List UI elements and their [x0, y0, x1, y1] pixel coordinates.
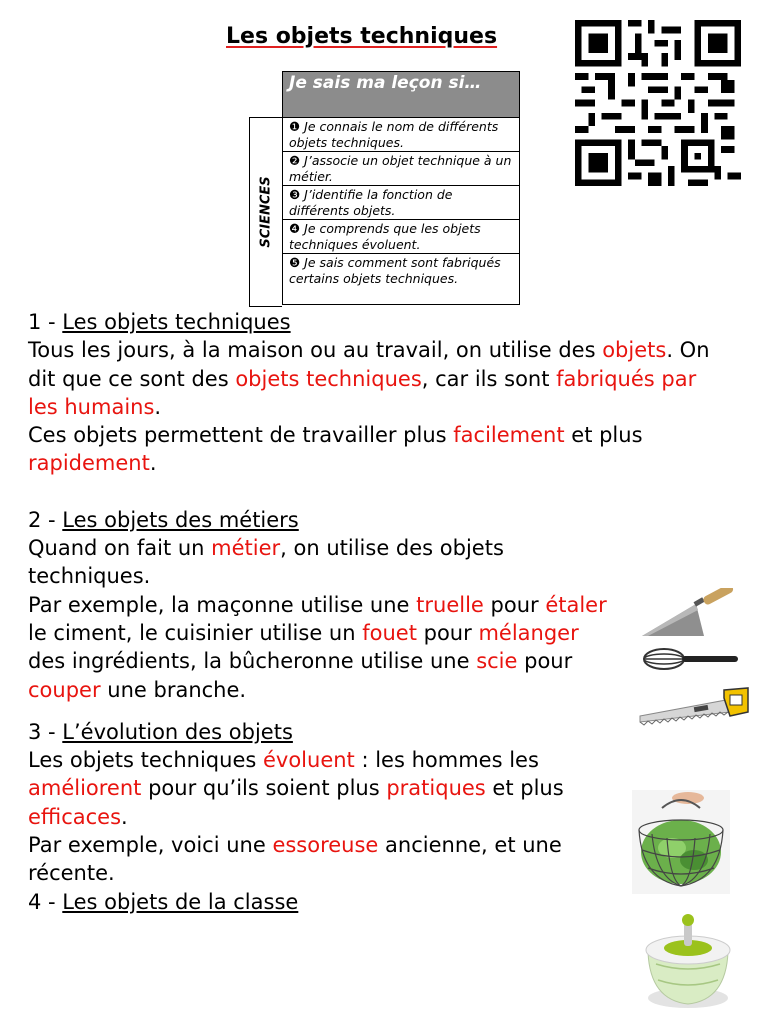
section-1-heading	[28, 308, 728, 336]
lesson-body	[28, 308, 728, 916]
text: Ces objets permettent de travailler plus	[28, 423, 454, 448]
section-title: Les objets des métiers	[62, 507, 299, 532]
section-2-heading	[28, 506, 728, 534]
text: pour	[416, 620, 479, 645]
subject-label: SCIENCES	[258, 176, 274, 248]
keyword: couper	[28, 677, 101, 702]
keyword: truelle	[416, 592, 484, 617]
text: des ingrédients, la bûcheronne utilise une	[28, 649, 477, 674]
section-1-paragraph-2	[28, 421, 728, 478]
keyword: étaler	[545, 592, 607, 617]
whisk-icon	[642, 646, 740, 672]
keyword: essoreuse	[272, 833, 379, 858]
text: pour	[483, 592, 546, 617]
checklist-row: ❹ Je comprends que les objets techniques évoluent.	[283, 220, 519, 254]
text: Quand on fait un	[28, 536, 212, 561]
keyword: améliorent	[28, 776, 142, 801]
text: .	[121, 804, 128, 829]
text: .	[149, 451, 157, 476]
text: : les hommes les	[354, 748, 539, 773]
text: , car ils sont	[421, 366, 557, 391]
text: Les objets techniques	[28, 748, 263, 773]
saw-icon	[638, 686, 750, 726]
section-3-paragraph	[28, 746, 618, 831]
section-1-paragraph	[28, 336, 728, 421]
checklist-row: ❸ J’identifie la fonction de différents objets.	[283, 186, 519, 220]
text: Par exemple, voici une	[28, 833, 273, 858]
text: et plus	[485, 776, 564, 801]
lesson-checklist-table	[282, 71, 520, 305]
keyword: efficaces	[28, 804, 122, 829]
keyword: objets	[602, 338, 667, 363]
text: .	[154, 394, 162, 419]
keyword: métier	[211, 536, 281, 561]
keyword: rapidement	[28, 451, 150, 476]
qr-code	[572, 20, 744, 186]
trowel-icon	[638, 588, 736, 640]
section-number: 2 -	[28, 507, 63, 532]
section-3-heading	[28, 718, 728, 746]
text: , on utilise des objets techniques.	[28, 536, 504, 589]
text: ancienne, et une récente.	[28, 833, 562, 886]
section-number: 1 -	[28, 310, 63, 334]
keyword: évoluent	[262, 748, 355, 773]
text: pour qu’ils soient plus	[141, 776, 387, 801]
table-header: Je sais ma leçon si…	[283, 72, 519, 118]
page-title: Les objets techniques	[226, 24, 498, 49]
text: Tous les jours, à la maison ou au travail, on utilise des	[28, 338, 603, 363]
checklist-row: ❶ Je connais le nom de différents objets techniques.	[283, 118, 519, 152]
section-2-paragraph-2	[28, 591, 618, 704]
old-salad-basket-icon	[632, 790, 730, 894]
text: le ciment, le cuisinier utilise un	[28, 620, 363, 645]
section-3-paragraph-2	[28, 831, 618, 888]
text: une branche.	[100, 677, 247, 702]
section-title: Les objets de la classe	[62, 889, 299, 914]
keyword: facilement	[453, 423, 565, 448]
text: . On dit que ce sont des	[28, 338, 710, 391]
keyword: fouet	[362, 620, 417, 645]
salad-spinner-icon	[638, 912, 738, 1012]
section-number: 4 -	[28, 889, 63, 914]
checklist-row: ❺ Je sais comment sont fabriqués certains objets techniques.	[289, 255, 501, 286]
text: Par exemple, la maçonne utilise une	[28, 592, 417, 617]
section-4-heading	[28, 888, 728, 916]
keyword: objets techniques	[235, 366, 422, 391]
checklist-row: ❷ J’associe un objet technique à un métier.	[283, 152, 519, 186]
text: et plus	[564, 423, 643, 448]
keyword: scie	[476, 649, 518, 674]
section-title: Les objets techniques	[62, 310, 291, 334]
section-2-paragraph	[28, 534, 628, 591]
keyword: fabriqués par les humains	[28, 366, 697, 419]
keyword: pratiques	[386, 776, 486, 801]
subject-side-cell	[249, 117, 282, 307]
keyword: mélanger	[478, 620, 579, 645]
section-number: 3 -	[28, 719, 63, 744]
section-title: L’évolution des objets	[62, 719, 293, 744]
text: pour	[517, 649, 573, 674]
